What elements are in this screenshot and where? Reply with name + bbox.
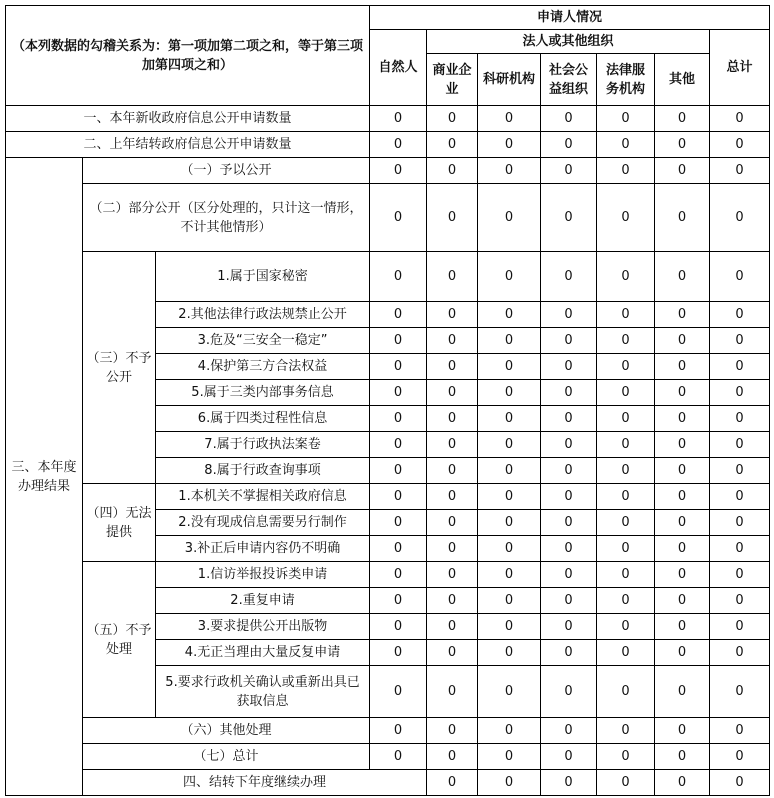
value-cell: 0 bbox=[597, 640, 655, 666]
sub-row-label: 2.重复申请 bbox=[156, 588, 370, 614]
header-research: 科研机构 bbox=[478, 54, 541, 106]
value-cell: 0 bbox=[541, 562, 597, 588]
sub-row-label: 8.属于行政查询事项 bbox=[156, 458, 370, 484]
header-total: 总计 bbox=[710, 30, 770, 106]
value-cell: 0 bbox=[597, 510, 655, 536]
value-cell: 0 bbox=[427, 484, 478, 510]
value-cell: 0 bbox=[710, 380, 770, 406]
value-cell: 0 bbox=[655, 328, 710, 354]
sub-row-label: 2.其他法律行政法规禁止公开 bbox=[156, 302, 370, 328]
value-cell: 0 bbox=[655, 588, 710, 614]
value-cell: 0 bbox=[541, 588, 597, 614]
value-cell: 0 bbox=[597, 770, 655, 796]
group-label-no-process: （五）不予处理 bbox=[83, 562, 156, 718]
value-cell: 0 bbox=[710, 562, 770, 588]
value-cell: 0 bbox=[427, 640, 478, 666]
header-applicant: 申请人情况 bbox=[370, 6, 770, 30]
value-cell: 0 bbox=[655, 132, 710, 158]
value-cell: 0 bbox=[710, 302, 770, 328]
value-cell: 0 bbox=[478, 354, 541, 380]
value-cell: 0 bbox=[655, 484, 710, 510]
value-cell: 0 bbox=[427, 406, 478, 432]
value-cell: 0 bbox=[427, 458, 478, 484]
value-cell: 0 bbox=[427, 432, 478, 458]
value-cell: 0 bbox=[541, 510, 597, 536]
value-cell: 0 bbox=[370, 302, 427, 328]
value-cell: 0 bbox=[655, 252, 710, 302]
value-cell: 0 bbox=[370, 328, 427, 354]
statistics-table bbox=[5, 5, 770, 796]
value-cell: 0 bbox=[370, 406, 427, 432]
sub-row-label: 7.属于行政执法案卷 bbox=[156, 432, 370, 458]
value-cell: 0 bbox=[655, 458, 710, 484]
value-cell: 0 bbox=[370, 744, 427, 770]
sub-row-label: 5.要求行政机关确认或重新出具已获取信息 bbox=[156, 666, 370, 718]
value-cell: 0 bbox=[597, 184, 655, 252]
sub-row-label: 1.本机关不掌握相关政府信息 bbox=[156, 484, 370, 510]
value-cell: 0 bbox=[597, 614, 655, 640]
value-cell: 0 bbox=[370, 536, 427, 562]
value-cell: 0 bbox=[541, 184, 597, 252]
value-cell: 0 bbox=[427, 354, 478, 380]
value-cell: 0 bbox=[478, 458, 541, 484]
value-cell: 0 bbox=[655, 406, 710, 432]
value-cell: 0 bbox=[541, 640, 597, 666]
value-cell: 0 bbox=[710, 614, 770, 640]
value-cell: 0 bbox=[478, 770, 541, 796]
header-legal-service: 法律服务机构 bbox=[597, 54, 655, 106]
value-cell: 0 bbox=[655, 770, 710, 796]
value-cell: 0 bbox=[597, 380, 655, 406]
value-cell: 0 bbox=[541, 536, 597, 562]
value-cell: 0 bbox=[655, 666, 710, 718]
sub-row-label: 1.属于国家秘密 bbox=[156, 252, 370, 302]
value-cell: 0 bbox=[655, 640, 710, 666]
value-cell: 0 bbox=[655, 158, 710, 184]
value-cell: 0 bbox=[541, 718, 597, 744]
value-cell: 0 bbox=[710, 328, 770, 354]
row-label-carry: 二、上年结转政府信息公开申请数量 bbox=[6, 132, 370, 158]
value-cell: 0 bbox=[370, 510, 427, 536]
value-cell: 0 bbox=[710, 354, 770, 380]
value-cell: 0 bbox=[655, 432, 710, 458]
value-cell: 0 bbox=[427, 718, 478, 744]
value-cell: 0 bbox=[597, 302, 655, 328]
sub-row-label: 4.无正当理由大量反复申请 bbox=[156, 640, 370, 666]
header-legal-group: 法人或其他组织 bbox=[427, 30, 710, 54]
value-cell: 0 bbox=[370, 718, 427, 744]
value-cell: 0 bbox=[541, 406, 597, 432]
value-cell: 0 bbox=[427, 744, 478, 770]
value-cell: 0 bbox=[427, 666, 478, 718]
value-cell: 0 bbox=[541, 666, 597, 718]
value-cell: 0 bbox=[710, 770, 770, 796]
value-cell: 0 bbox=[597, 158, 655, 184]
value-cell: 0 bbox=[427, 562, 478, 588]
header-social: 社会公益组织 bbox=[541, 54, 597, 106]
value-cell: 0 bbox=[541, 302, 597, 328]
row-label-disclose: （一）予以公开 bbox=[83, 158, 370, 184]
value-cell: 0 bbox=[710, 484, 770, 510]
value-cell: 0 bbox=[541, 458, 597, 484]
header-natural-person: 自然人 bbox=[370, 30, 427, 106]
value-cell: 0 bbox=[597, 406, 655, 432]
value-cell: 0 bbox=[370, 354, 427, 380]
value-cell: 0 bbox=[478, 132, 541, 158]
value-cell: 0 bbox=[370, 614, 427, 640]
value-cell: 0 bbox=[370, 106, 427, 132]
value-cell: 0 bbox=[370, 588, 427, 614]
value-cell: 0 bbox=[427, 588, 478, 614]
value-cell: 0 bbox=[370, 562, 427, 588]
value-cell: 0 bbox=[478, 328, 541, 354]
value-cell: 0 bbox=[541, 484, 597, 510]
value-cell: 0 bbox=[478, 406, 541, 432]
value-cell: 0 bbox=[710, 106, 770, 132]
value-cell: 0 bbox=[427, 536, 478, 562]
value-cell: 0 bbox=[597, 432, 655, 458]
row-label-partial: （二）部分公开（区分处理的，只计这一情形，不计其他情形） bbox=[83, 184, 370, 252]
value-cell: 0 bbox=[710, 458, 770, 484]
value-cell: 0 bbox=[710, 718, 770, 744]
value-cell: 0 bbox=[427, 302, 478, 328]
group-label-not-disclose: （三）不予公开 bbox=[83, 252, 156, 484]
value-cell: 0 bbox=[427, 132, 478, 158]
value-cell: 0 bbox=[370, 666, 427, 718]
value-cell: 0 bbox=[541, 158, 597, 184]
value-cell: 0 bbox=[478, 666, 541, 718]
value-cell: 0 bbox=[655, 106, 710, 132]
value-cell: 0 bbox=[370, 158, 427, 184]
value-cell: 0 bbox=[370, 184, 427, 252]
row-label-subtotal: （七）总计 bbox=[83, 744, 370, 770]
value-cell: 0 bbox=[655, 718, 710, 744]
sub-row-label: 6.属于四类过程性信息 bbox=[156, 406, 370, 432]
value-cell: 0 bbox=[710, 252, 770, 302]
value-cell: 0 bbox=[655, 562, 710, 588]
value-cell: 0 bbox=[597, 744, 655, 770]
value-cell: 0 bbox=[478, 302, 541, 328]
sub-row-label: 2.没有现成信息需要另行制作 bbox=[156, 510, 370, 536]
value-cell: 0 bbox=[478, 614, 541, 640]
sub-row-label: 3.危及“三安全一稳定” bbox=[156, 328, 370, 354]
row-label-other-process: （六）其他处理 bbox=[83, 718, 370, 744]
value-cell: 0 bbox=[478, 106, 541, 132]
group-label-unable: （四）无法提供 bbox=[83, 484, 156, 562]
value-cell: 0 bbox=[541, 744, 597, 770]
value-cell: 0 bbox=[478, 510, 541, 536]
value-cell: 0 bbox=[597, 132, 655, 158]
value-cell: 0 bbox=[710, 184, 770, 252]
value-cell: 0 bbox=[655, 302, 710, 328]
value-cell: 0 bbox=[710, 132, 770, 158]
row-label-next-year: 四、结转下年度继续办理 bbox=[83, 770, 427, 796]
value-cell: 0 bbox=[655, 354, 710, 380]
value-cell: 0 bbox=[597, 666, 655, 718]
value-cell: 0 bbox=[370, 380, 427, 406]
value-cell: 0 bbox=[597, 252, 655, 302]
value-cell: 0 bbox=[655, 744, 710, 770]
value-cell: 0 bbox=[427, 184, 478, 252]
value-cell: 0 bbox=[478, 640, 541, 666]
value-cell: 0 bbox=[710, 158, 770, 184]
value-cell: 0 bbox=[427, 252, 478, 302]
value-cell: 0 bbox=[541, 614, 597, 640]
value-cell: 0 bbox=[478, 718, 541, 744]
value-cell: 0 bbox=[710, 432, 770, 458]
value-cell: 0 bbox=[541, 354, 597, 380]
value-cell: 0 bbox=[370, 640, 427, 666]
value-cell: 0 bbox=[541, 132, 597, 158]
value-cell: 0 bbox=[710, 406, 770, 432]
value-cell: 0 bbox=[478, 184, 541, 252]
sub-row-label: 5.属于三类内部事务信息 bbox=[156, 380, 370, 406]
value-cell: 0 bbox=[427, 770, 478, 796]
sub-row-label: 1.信访举报投诉类申请 bbox=[156, 562, 370, 588]
value-cell: 0 bbox=[370, 458, 427, 484]
value-cell: 0 bbox=[427, 614, 478, 640]
sub-row-label: 3.要求提供公开出版物 bbox=[156, 614, 370, 640]
value-cell: 0 bbox=[478, 380, 541, 406]
value-cell: 0 bbox=[370, 432, 427, 458]
value-cell: 0 bbox=[478, 432, 541, 458]
value-cell: 0 bbox=[710, 588, 770, 614]
value-cell: 0 bbox=[541, 252, 597, 302]
value-cell: 0 bbox=[655, 184, 710, 252]
value-cell: 0 bbox=[710, 666, 770, 718]
value-cell: 0 bbox=[710, 510, 770, 536]
value-cell: 0 bbox=[427, 328, 478, 354]
value-cell: 0 bbox=[541, 432, 597, 458]
value-cell: 0 bbox=[655, 536, 710, 562]
value-cell: 0 bbox=[427, 510, 478, 536]
value-cell: 0 bbox=[478, 744, 541, 770]
value-cell: 0 bbox=[655, 614, 710, 640]
value-cell: 0 bbox=[597, 106, 655, 132]
value-cell: 0 bbox=[710, 640, 770, 666]
value-cell: 0 bbox=[427, 380, 478, 406]
value-cell: 0 bbox=[370, 252, 427, 302]
header-commercial: 商业企业 bbox=[427, 54, 478, 106]
value-cell: 0 bbox=[370, 484, 427, 510]
value-cell: 0 bbox=[597, 328, 655, 354]
value-cell: 0 bbox=[541, 106, 597, 132]
value-cell: 0 bbox=[541, 328, 597, 354]
value-cell: 0 bbox=[478, 588, 541, 614]
value-cell: 0 bbox=[370, 132, 427, 158]
section-label-results: 三、本年度办理结果 bbox=[6, 158, 83, 796]
value-cell: 0 bbox=[597, 354, 655, 380]
value-cell: 0 bbox=[478, 252, 541, 302]
value-cell: 0 bbox=[597, 562, 655, 588]
row-label-new: 一、本年新收政府信息公开申请数量 bbox=[6, 106, 370, 132]
value-cell: 0 bbox=[427, 106, 478, 132]
value-cell: 0 bbox=[597, 484, 655, 510]
value-cell: 0 bbox=[597, 718, 655, 744]
sub-row-label: 4.保护第三方合法权益 bbox=[156, 354, 370, 380]
value-cell: 0 bbox=[597, 588, 655, 614]
value-cell: 0 bbox=[478, 484, 541, 510]
value-cell: 0 bbox=[655, 510, 710, 536]
sub-row-label: 3.补正后申请内容仍不明确 bbox=[156, 536, 370, 562]
value-cell: 0 bbox=[427, 158, 478, 184]
value-cell: 0 bbox=[710, 536, 770, 562]
value-cell: 0 bbox=[541, 380, 597, 406]
header-other: 其他 bbox=[655, 54, 710, 106]
value-cell: 0 bbox=[597, 536, 655, 562]
value-cell: 0 bbox=[710, 744, 770, 770]
value-cell: 0 bbox=[597, 458, 655, 484]
value-cell: 0 bbox=[478, 562, 541, 588]
value-cell: 0 bbox=[478, 158, 541, 184]
value-cell: 0 bbox=[655, 380, 710, 406]
value-cell: 0 bbox=[541, 770, 597, 796]
header-note: （本列数据的勾稽关系为：第一项加第二项之和，等于第三项加第四项之和） bbox=[6, 6, 370, 106]
value-cell: 0 bbox=[478, 536, 541, 562]
